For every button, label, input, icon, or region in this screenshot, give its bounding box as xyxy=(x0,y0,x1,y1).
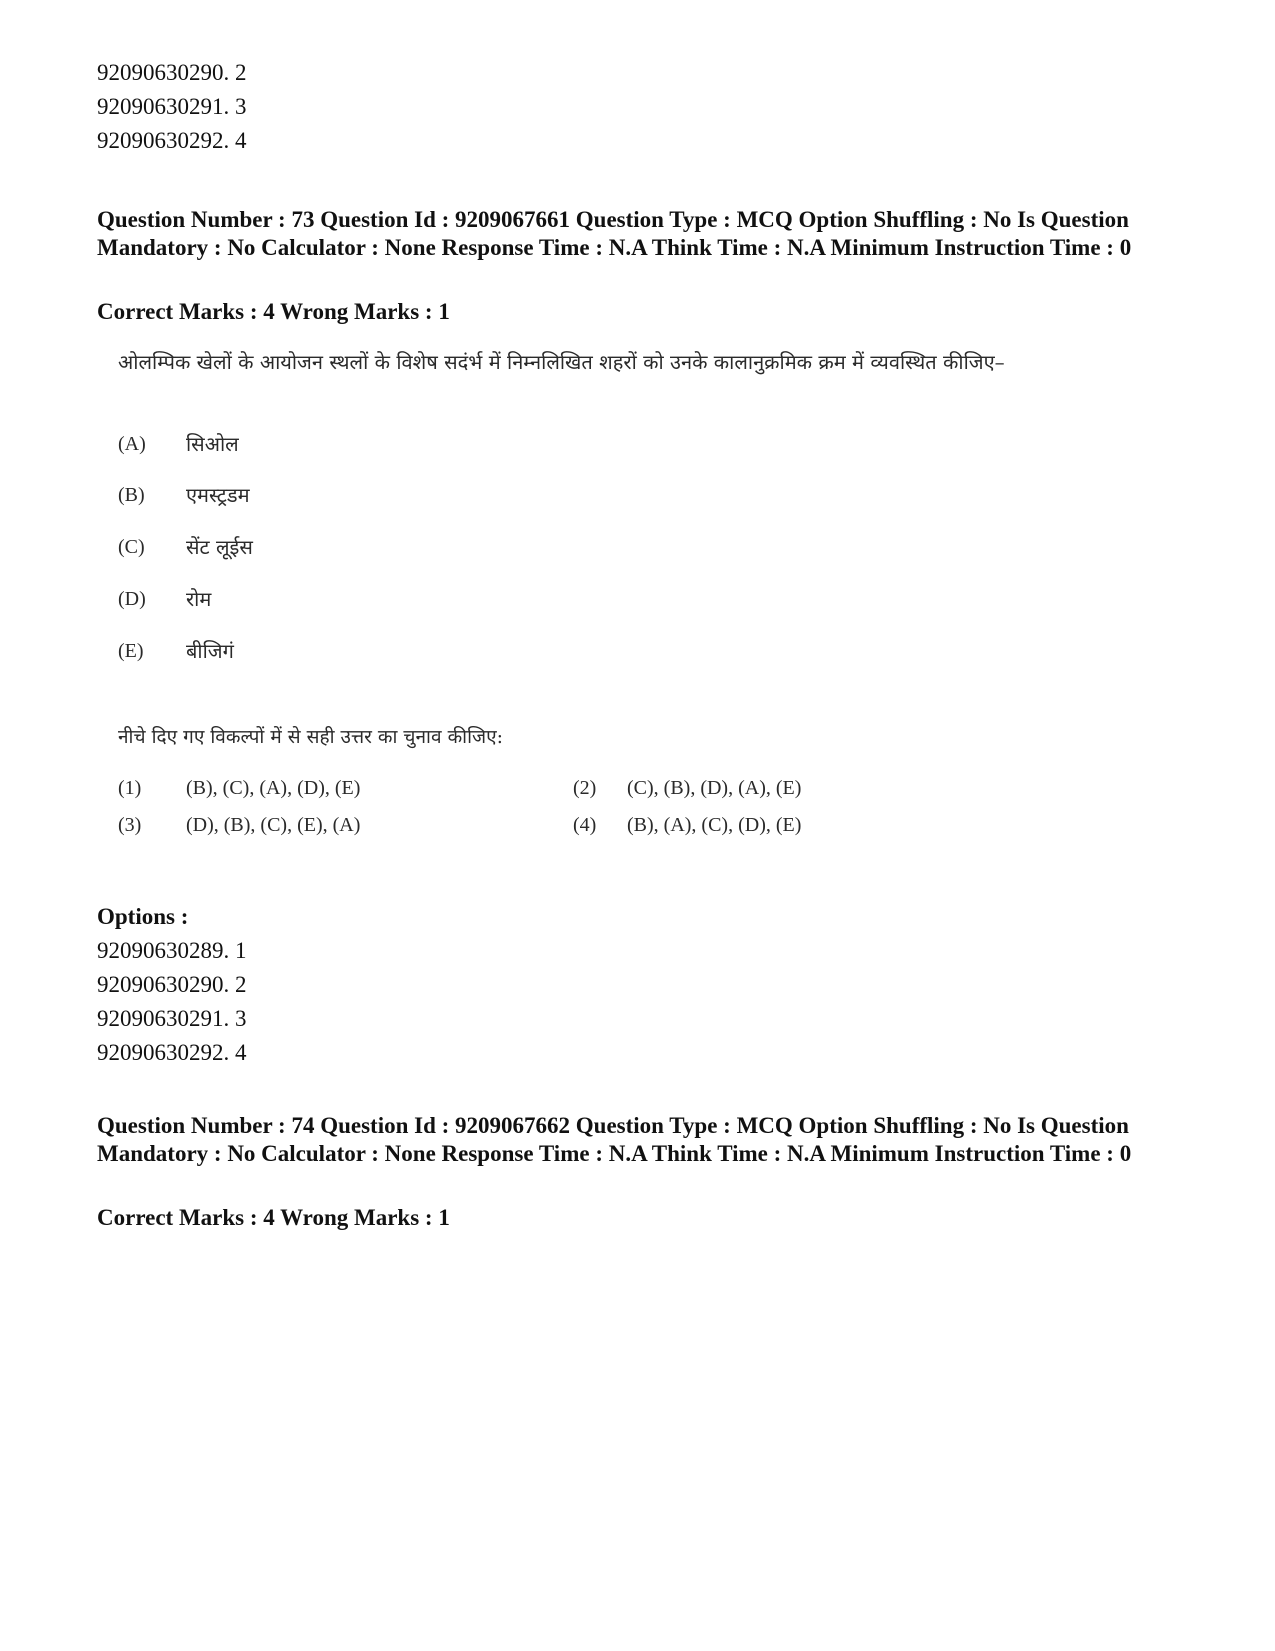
instruction-text: नीचे दिए गए विकल्पों में से सही उत्तर का चुनाव कीजिए: xyxy=(118,726,504,748)
marks-line: Correct Marks : 4 Wrong Marks : 1 xyxy=(97,299,450,324)
marks-line: Correct Marks : 4 Wrong Marks : 1 xyxy=(97,1205,450,1230)
option-line: 92090630290. 2 xyxy=(97,972,247,997)
item-letter: (B) xyxy=(118,484,145,506)
item-letter: (E) xyxy=(118,640,144,662)
answer-number: (2) xyxy=(573,777,597,799)
option-line: 92090630290. 2 xyxy=(97,60,247,85)
answer-number: (1) xyxy=(118,777,142,799)
answer-number: (3) xyxy=(118,814,142,836)
options-label: Options : xyxy=(97,904,189,929)
item-text: सेंट लूईस xyxy=(186,535,253,559)
option-line: 92090630291. 3 xyxy=(97,1006,247,1031)
answer-value: (C), (B), (D), (A), (E) xyxy=(627,777,802,799)
item-text: रोम xyxy=(186,587,212,611)
option-line: 92090630289. 1 xyxy=(97,938,247,963)
answer-value: (B), (C), (A), (D), (E) xyxy=(186,777,361,799)
item-text: बीजिगं xyxy=(186,639,234,663)
answer-value: (B), (A), (C), (D), (E) xyxy=(627,814,802,836)
item-text: सिओल xyxy=(186,432,239,456)
answer-value: (D), (B), (C), (E), (A) xyxy=(186,814,361,836)
question-header: Question Number : 73 Question Id : 9209067661 Question Type : MCQ Option Shuffling : No Is Question Mandatory : No Calculator : None Response Time : N.A Think Time : N.A Minimum Instruction Time : 0 xyxy=(97,207,1132,260)
question-text: ओलम्पिक खेलों के आयोजन स्थलों के विशेष सदंर्भ में निम्नलिखित शहरों को उनके कालानुक्रमिक क्रम में व्यवस्थित कीजिए– xyxy=(118,350,1005,374)
item-letter: (A) xyxy=(118,433,146,455)
item-text: एमस्ट्रडम xyxy=(186,483,250,507)
item-letter: (C) xyxy=(118,536,145,558)
question-header: Question Number : 74 Question Id : 9209067662 Question Type : MCQ Option Shuffling : No Is Question Mandatory : No Calculator : None Response Time : N.A Think Time : N.A Minimum Instruction Time : 0 xyxy=(97,1113,1132,1166)
option-line: 92090630292. 4 xyxy=(97,128,247,153)
option-line: 92090630291. 3 xyxy=(97,94,247,119)
item-letter: (D) xyxy=(118,588,146,610)
option-line: 92090630292. 4 xyxy=(97,1040,247,1065)
answer-number: (4) xyxy=(573,814,597,836)
